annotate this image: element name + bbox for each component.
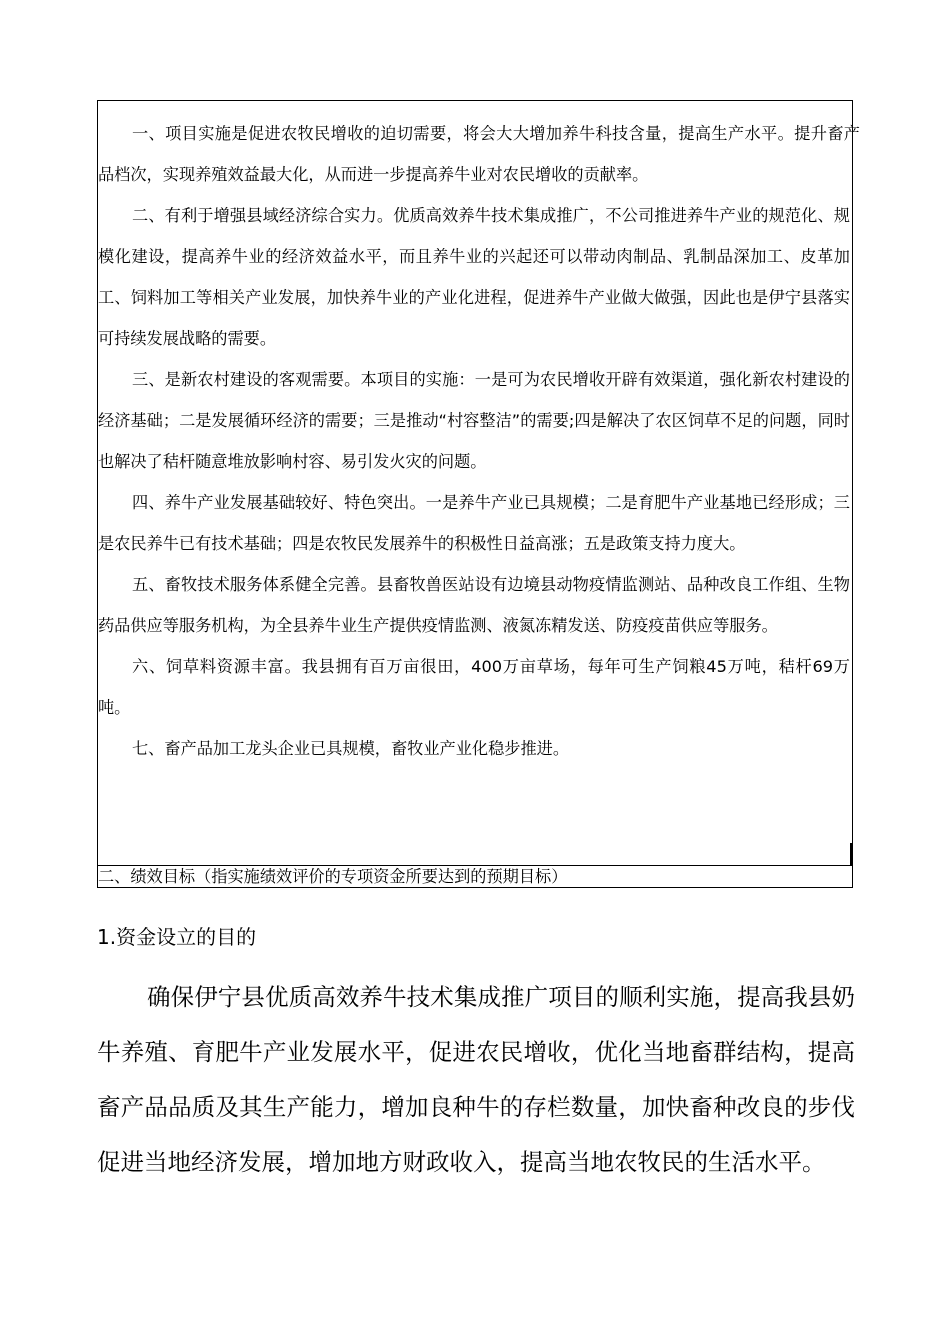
project-table	[97, 100, 860, 888]
cell-border-mark	[850, 843, 852, 865]
table-paragraph-6: 六、饲草料资源丰富。我县拥有百万亩很田，400万亩草场，每年可生产饲粮45万吨，秸杆69万吨。	[98, 657, 850, 717]
table-footer-row: 二、绩效目标（指实施绩效评价的专项资金所要达到的预期目标）	[98, 867, 568, 886]
table-content-cell	[98, 101, 860, 866]
table-paragraph-1: 一、项目实施是促进农牧民增收的迫切需要，将会大大增加养牛科技含量，提高生产水平。提升畜产品档次，实现养殖效益最大化，从而进一步提高养牛业对农民增收的贡献率。	[98, 124, 860, 184]
table-paragraph-4: 四、养牛产业发展基础较好、特色突出。一是养牛产业已具规模；二是育肥牛产业基地已经形成；三是农民养牛已有技术基础；四是农牧民发展养牛的积极性日益高涨；五是政策支持力度大。	[98, 493, 850, 553]
section-body-paragraph: 确保伊宁县优质高效养牛技术集成推广项目的顺利实施，提高我县奶牛养殖、育肥牛产业发展水平，促进农民增收，优化当地畜群结构，提高畜产品品质及其生产能力，增加良种牛的存栏数量，加快畜种改良的步伐促进当地经济发展，增加地方财政收入，提高当地农牧民的生活水平。	[97, 983, 855, 1176]
table-paragraph-5: 五、畜牧技术服务体系健全完善。县畜牧兽医站设有边境县动物疫情监测站、品种改良工作组、生物药品供应等服务机构，为全县养牛业生产提供疫情监测、液氮冻精发送、防疫疫苗供应等服务。	[98, 575, 850, 635]
table-paragraph-2: 二、有利于增强县域经济综合实力。优质高效养牛技术集成推广，不公司推进养牛产业的规范化、规模化建设，提高养牛业的经济效益水平，而且养牛业的兴起还可以带动肉制品、乳制品深加工、皮革加工、饲料加工等相关产业发展，加快养牛业的产业化进程，促进养牛产业做大做强，因此也是伊宁县落实可持续发展战略的需要。	[98, 206, 850, 348]
table-paragraph-7: 七、畜产品加工龙头企业已具规模，畜牧业产业化稳步推进。	[132, 739, 570, 758]
section-heading: 1.资金设立的目的	[97, 925, 257, 949]
table-paragraph-3: 三、是新农村建设的客观需要。本项目的实施：一是可为农民增收开辟有效渠道，强化新农村建设的经济基础；二是发展循环经济的需要；三是推动“村容整洁”的需要;四是解决了农区饲草不足的问题，同时也解决了秸杆随意堆放影响村容、易引发火灾的问题。	[98, 370, 850, 471]
